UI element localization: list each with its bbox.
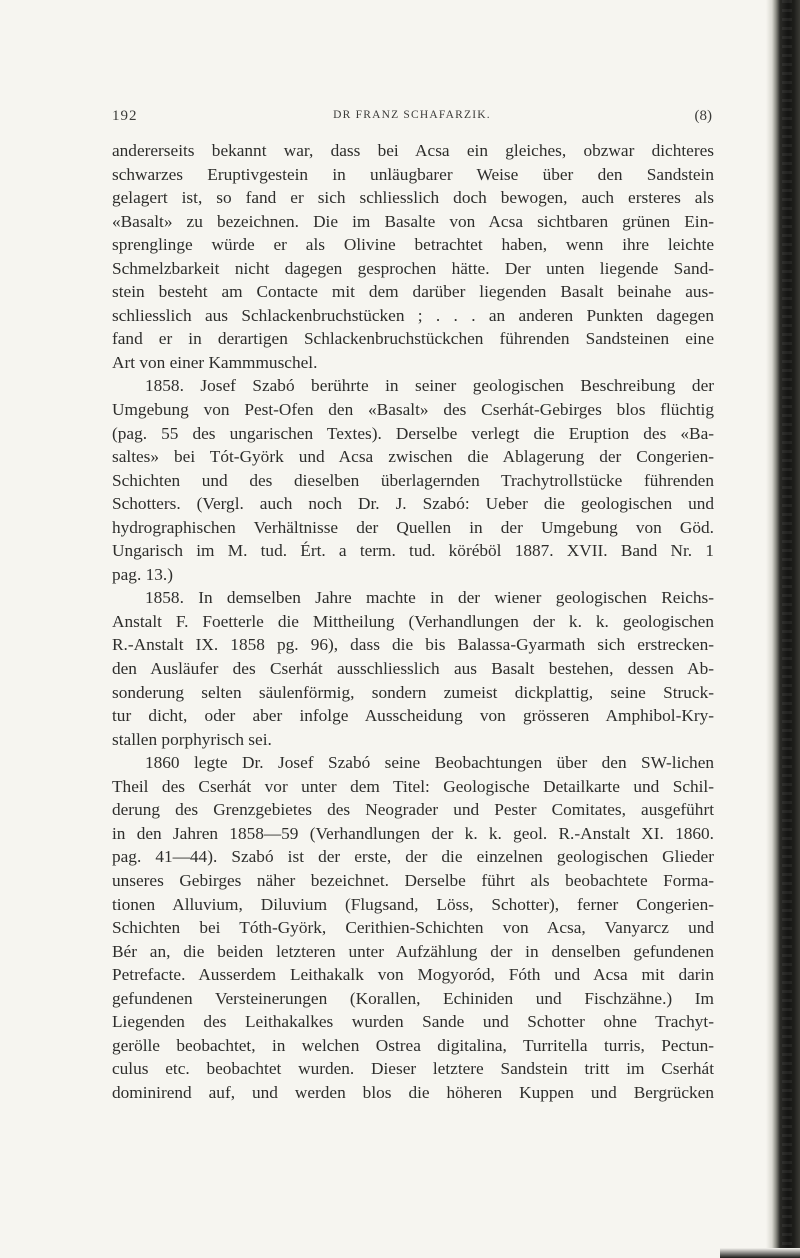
text-line: derung des Grenzgebietes des Neograder und Pester Comitates, ausgeführt bbox=[112, 800, 714, 820]
text-line: 1858. Josef Szabó berührte in seiner geologischen Beschreibung der bbox=[145, 376, 714, 396]
text-line: den Ausläufer des Cserhát ausschliesslich aus Basalt bestehen, dessen Ab- bbox=[112, 659, 714, 679]
paragraph bbox=[112, 374, 714, 586]
paragraph bbox=[112, 751, 714, 1104]
text-line: Theil des Cserhát vor unter dem Titel: Geologische Detailkarte und Schil- bbox=[112, 776, 714, 796]
text-line: unseres Gebirges näher bezeichnet. Derselbe führt als beobachtete Forma- bbox=[112, 870, 714, 890]
text-line: (pag. 55 des ungarischen Textes). Derselbe verlegt die Eruption des «Ba- bbox=[112, 423, 714, 443]
text-line: 1860 legte Dr. Josef Szabó seine Beobachtungen über den SW-lichen bbox=[145, 753, 714, 773]
running-head bbox=[112, 108, 712, 130]
text-line: hydrographischen Verhältnisse der Quellen in der Umgebung von Göd. bbox=[112, 517, 714, 537]
text-line: Ungarisch im M. tud. Ért. a term. tud. köréböl 1887. XVII. Band Nr. 1 bbox=[112, 541, 714, 561]
text-line: Schichten und des dieselben überlagernden Trachytrollstücke führenden bbox=[112, 470, 714, 490]
text-line: «Basalt» zu bezeichnen. Die im Basalte von Acsa sichtbaren grünen Ein- bbox=[112, 211, 714, 231]
text-line: schwarzes Eruptivgestein in unläugbarer Weise über den Sandstein bbox=[112, 164, 714, 184]
text-line: sonderung selten säulenförmig, sondern zumeist dickplattig, seine Struck- bbox=[112, 682, 714, 702]
text-line: stallen porphyrisch sei. bbox=[112, 729, 272, 749]
text-line: Umgebung von Pest-Ofen den «Basalt» des Cserhát-Gebirges blos flüchtig bbox=[112, 400, 714, 420]
page-number: 192 bbox=[112, 108, 138, 124]
text-line: Schmelzbarkeit nicht dagegen gesprochen hätte. Der unten liegende Sand- bbox=[112, 258, 714, 278]
text-line: Bér an, die beiden letzteren unter Aufzählung der in denselben gefundenen bbox=[112, 941, 714, 961]
text-line: R.-Anstalt IX. 1858 pg. 96), dass die bis Balassa-Gyarmath sich erstrecken- bbox=[112, 635, 714, 655]
section-number: (8) bbox=[694, 108, 712, 124]
text-line: stein besteht am Contacte mit dem darüber liegenden Basalt beinahe aus- bbox=[112, 282, 714, 302]
text-line: Liegenden des Leithakalkes wurden Sande und Schotter ohne Trachyt- bbox=[112, 1012, 714, 1032]
text-line: Art von einer Kammmuschel. bbox=[112, 352, 318, 372]
paragraph bbox=[112, 586, 714, 751]
text-line: tur dicht, oder aber infolge Ausscheidung von grösseren Amphibol-Kry- bbox=[112, 706, 714, 726]
text-line: Anstalt F. Foetterle die Mittheilung (Verhandlungen der k. k. geologischen bbox=[112, 611, 714, 631]
text-line: schliesslich aus Schlackenbruchstücken ; . . . an anderen Punkten dagegen bbox=[112, 305, 714, 325]
text-line: andererseits bekannt war, dass bei Acsa ein gleiches, obzwar dichteres bbox=[112, 141, 714, 160]
page-header-title: DR FRANZ SCHAFARZIK. bbox=[333, 109, 491, 121]
binding-edge bbox=[766, 0, 800, 1258]
text-line: sprenglinge würde er als Olivine betrachtet haben, wenn ihre leichte bbox=[112, 235, 714, 255]
text-line: Schichten bei Tóth-Györk, Cerithien-Schichten von Acsa, Vanyarcz und bbox=[112, 918, 714, 938]
text-line: fand er in derartigen Schlackenbruchstückchen führenden Sandsteinen eine bbox=[112, 329, 714, 349]
text-line: pag. 13.) bbox=[112, 564, 173, 584]
text-line: Petrefacte. Ausserdem Leithakalk von Mogyoród, Fóth und Acsa mit darin bbox=[112, 965, 714, 985]
page-corner-shadow bbox=[720, 1248, 800, 1258]
text-line: in den Jahren 1858—59 (Verhandlungen der k. k. geol. R.-Anstalt XI. 1860. bbox=[112, 823, 714, 843]
text-line: tionen Alluvium, Diluvium (Flugsand, Löss, Schotter), ferner Congerien- bbox=[112, 894, 714, 914]
paragraph bbox=[112, 139, 714, 374]
text-line: saltes» bei Tót-Györk und Acsa zwischen die Ablagerung der Congerien- bbox=[112, 447, 714, 467]
text-line: gefundenen Versteinerungen (Korallen, Echiniden und Fischzähne.) Im bbox=[112, 988, 714, 1008]
text-line: gelagert ist, so fand er sich schliesslich doch bewogen, auch ersteres als bbox=[112, 188, 714, 208]
text-line: culus etc. beobachtet wurden. Dieser letztere Sandstein tritt im Cserhát bbox=[112, 1059, 714, 1079]
text-line: gerölle beobachtet, in welchen Ostrea digitalina, Turritella turris, Pectun- bbox=[112, 1035, 714, 1055]
text-line: Schotters. (Vergl. auch noch Dr. J. Szabó: Ueber die geologischen und bbox=[112, 494, 714, 514]
text-line: 1858. In demselben Jahre machte in der wiener geologischen Reichs- bbox=[145, 588, 714, 608]
body-text bbox=[112, 139, 714, 1104]
text-line: dominirend auf, und werden blos die höheren Kuppen und Bergrücken bbox=[112, 1082, 714, 1102]
text-line: pag. 41—44). Szabó ist der erste, der die einzelnen geologischen Glieder bbox=[112, 847, 714, 867]
